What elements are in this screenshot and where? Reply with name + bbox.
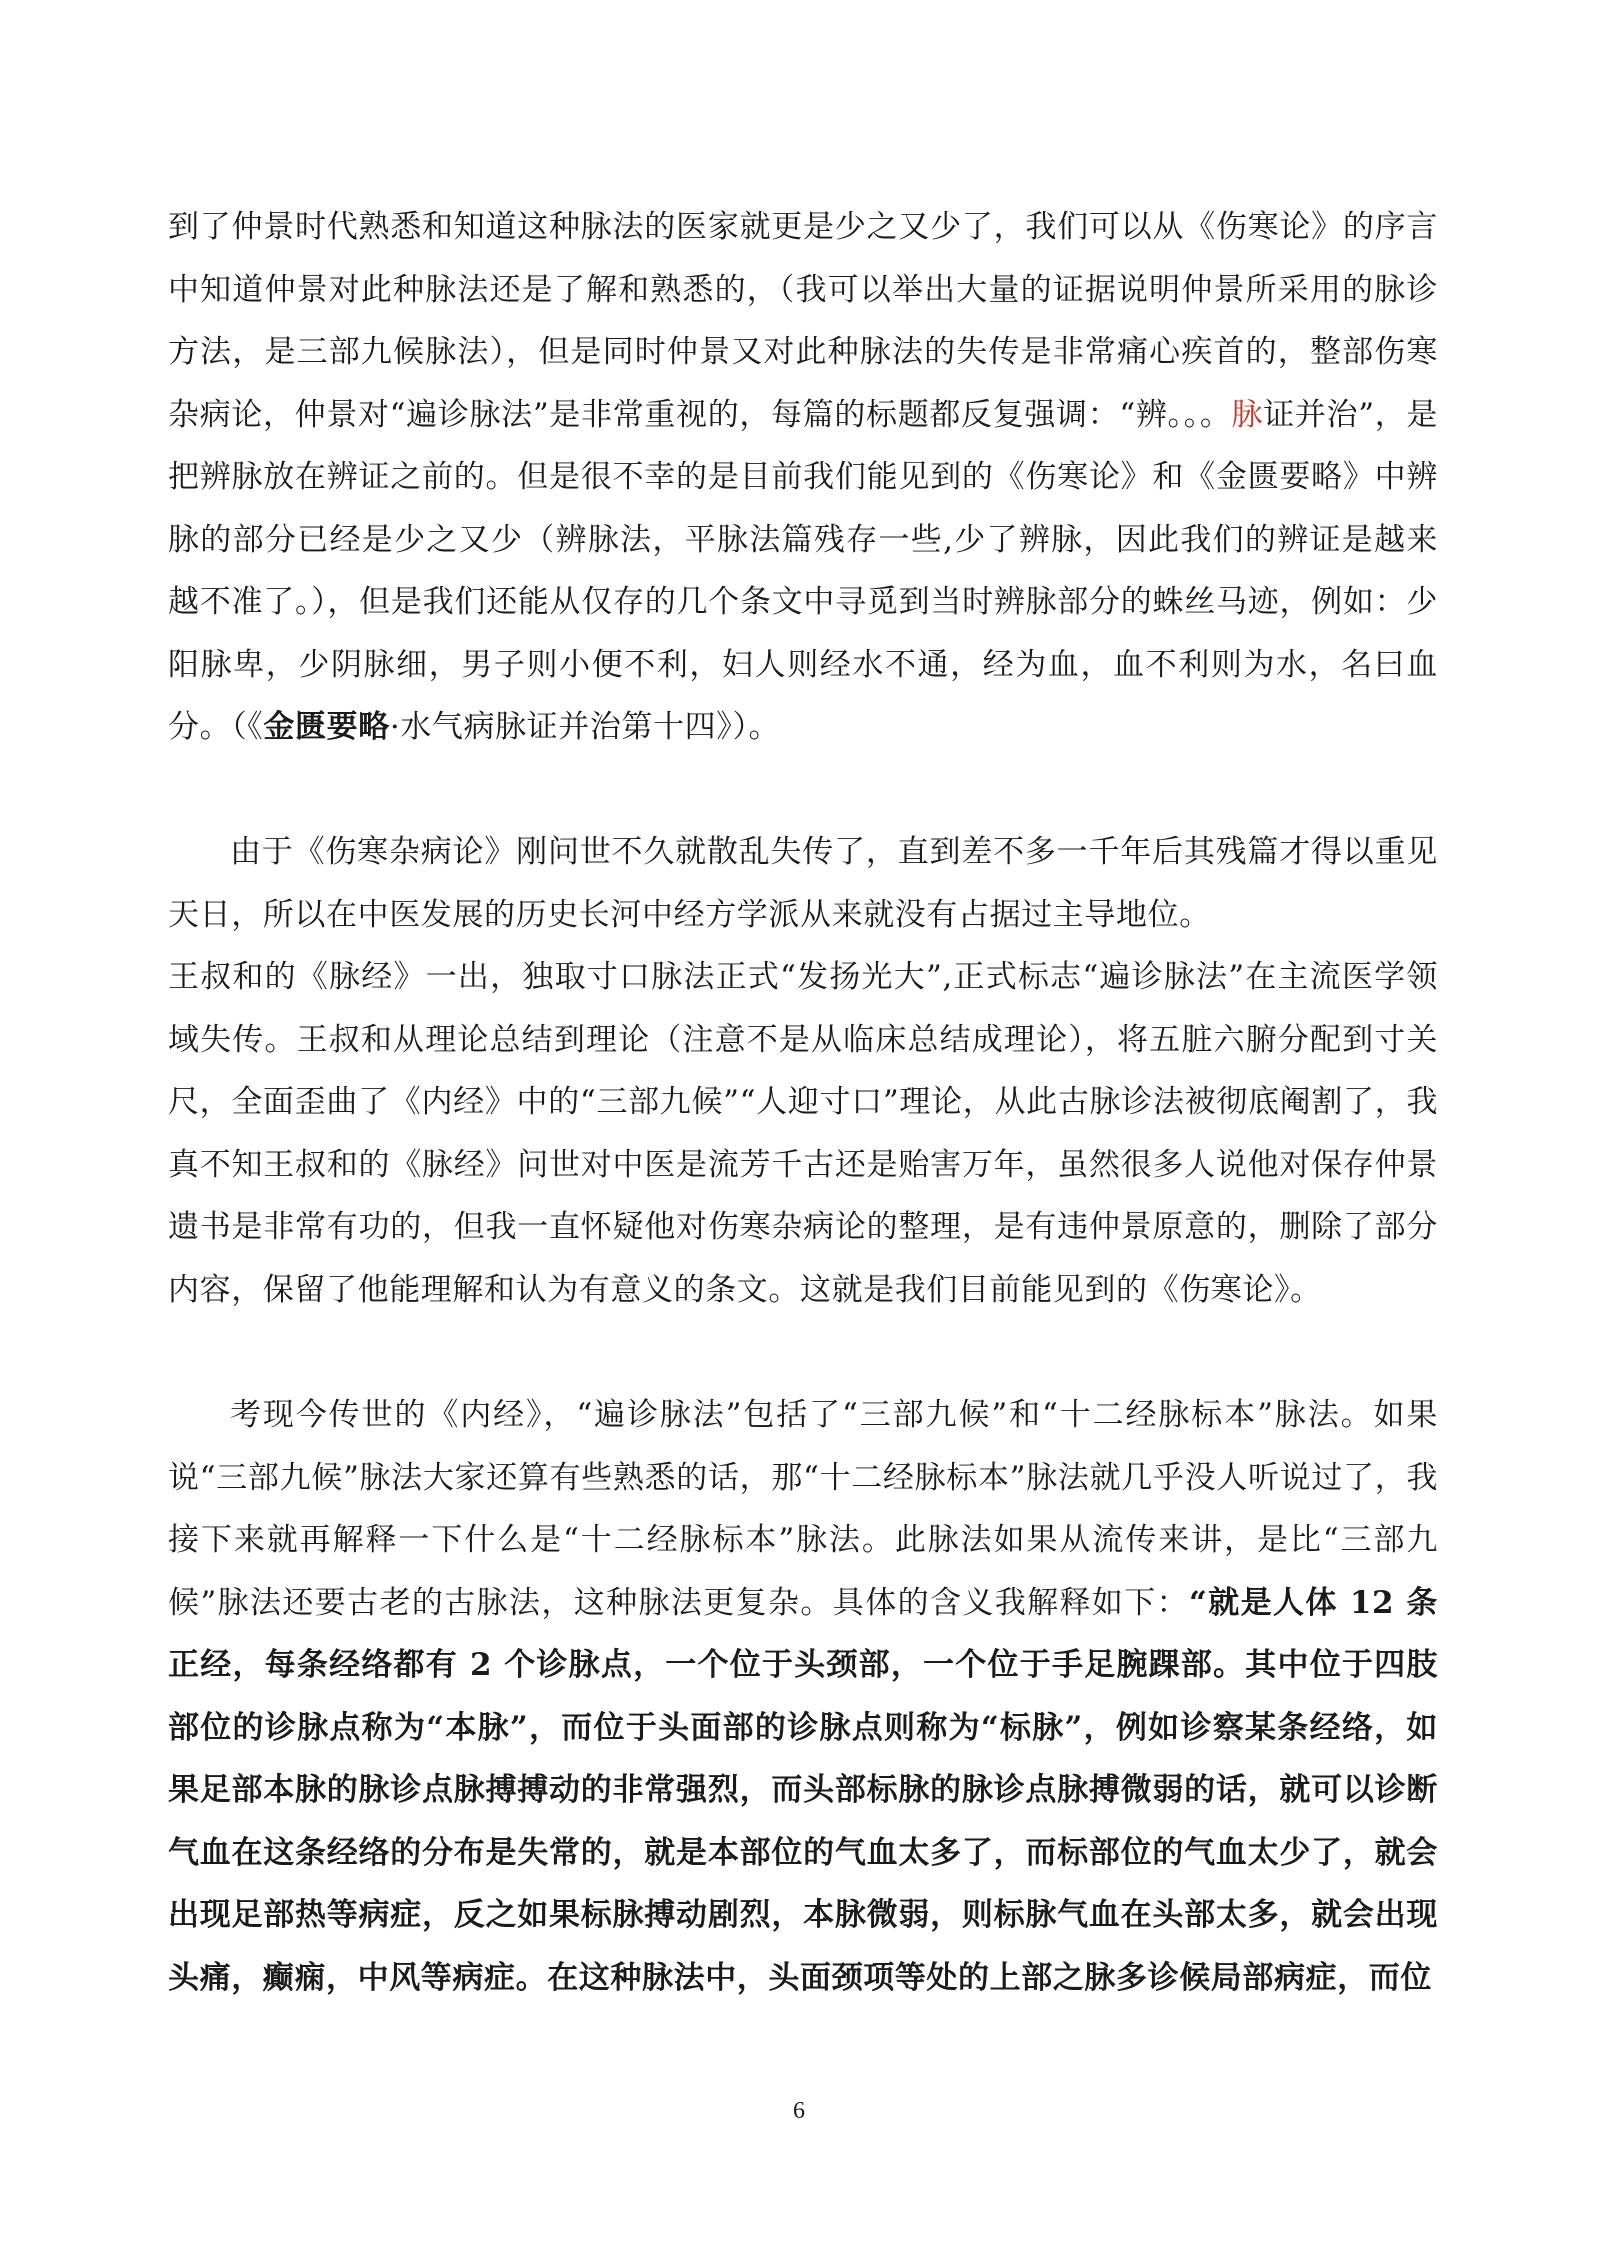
paragraph-1 xyxy=(168,196,1438,759)
paragraph-3 xyxy=(168,1384,1438,2009)
page-number: 6 xyxy=(793,2098,805,2124)
book-title-bold: 金匮要略 xyxy=(263,709,390,745)
paragraph-2 xyxy=(168,821,1438,1321)
highlighted-char: 脉 xyxy=(1231,396,1264,433)
paragraph-2-line-1: 由于《伤寒杂病论》刚问世不久就散乱失传了，直到差不多一千年后其残篇才得以重见天日，所以在中医发展的历史长河中经方学派从来就没有占据过主导地位。 xyxy=(168,834,1438,933)
paragraph-3-text: 考现今传世的《内经》，“遍诊脉法”包括了“三部九候”和“十二经脉标本”脉法。如果说“三部九候”脉法大家还算有些熟悉的话，那“十二经脉标本”脉法就几乎没人听说过了，我接下来就再解释一下什么是“十二经脉标本”脉法。此脉法如果从流传来讲，是比“三部九候”脉法还要古老的古脉法，这种脉法更复杂。具体的含义我解释如下： xyxy=(168,1397,1438,1621)
paragraph-1-text-a: 到了仲景时代熟悉和知道这种脉法的医家就更是少之又少了，我们可以从《伤寒论》的序言中知道仲景对此种脉法还是了解和熟悉的，（我可以举出大量的证据说明仲景所采用的脉诊方法，是三部九候脉法），但是同时仲景又对此种脉法的失传是非常痛心疾首的，整部伤寒杂病论，仲景对“遍诊脉法”是非常重视的，每篇的标题都反复强调：“辨。。。 xyxy=(168,209,1438,433)
paragraph-1-text-c: ·水气病脉证并治第十四》）。 xyxy=(389,709,781,745)
paragraph-1-text-b: 证并治”，是把辨脉放在辨证之前的。但是很不幸的是目前我们能见到的《伤寒论》和《金匮要略》中辨脉的部分已经是少之又少（辨脉法，平脉法篇残存一些,少了辨脉，因此我们的辨证是越来越不准了。），但是我们还能从仅存的几个条文中寻觅到当时辨脉部分的蛛丝马迹，例如：少阳脉卑，少阴脉细，男子则小便不利，妇人则经水不通，经为血，血不利则为水，名曰血分。（《 xyxy=(168,396,1438,745)
paragraph-3-bold-text: “就是人体 12 条正经，每条经络都有 2 个诊脉点，一个位于头颈部，一个位于手足腕踝部。其中位于四肢部位的诊脉点称为“本脉”，而位于头面部的诊脉点则称为“标脉”，例如诊察某条经络，如果足部本脉的脉诊点脉搏搏动的非常强烈，而头部标脉的脉诊点脉搏微弱的话，就可以诊断气血在这条经络的分布是失常的，就是本部位的气血太多了，而标部位的气血太少了，就会出现足部热等病症，反之如果标脉搏动剧烈，本脉微弱，则标脉气血在头部太多，就会出现头痛，癫痫，中风等病症。在这种脉法中，头面颈项等处的上部之脉多诊候局部病症，而位 xyxy=(168,1584,1438,1996)
paragraph-2-line-2: 王叔和的《脉经》一出，独取寸口脉法正式“发扬光大”,正式标志“遍诊脉法”在主流医学领域失传。王叔和从理论总结到理论（注意不是从临床总结成理论），将五脏六腑分配到寸关尺，全面歪曲了《内经》中的“三部九候”“人迎寸口”理论，从此古脉诊法被彻底阉割了，我真不知王叔和的《脉经》问世对中医是流芳千古还是贻害万年，虽然很多人说他对保存仲景遗书是非常有功的，但我一直怀疑他对伤寒杂病论的整理，是有违仲景原意的，删除了部分内容，保留了他能理解和认为有意义的条文。这就是我们目前能见到的《伤寒论》。 xyxy=(168,959,1438,1308)
